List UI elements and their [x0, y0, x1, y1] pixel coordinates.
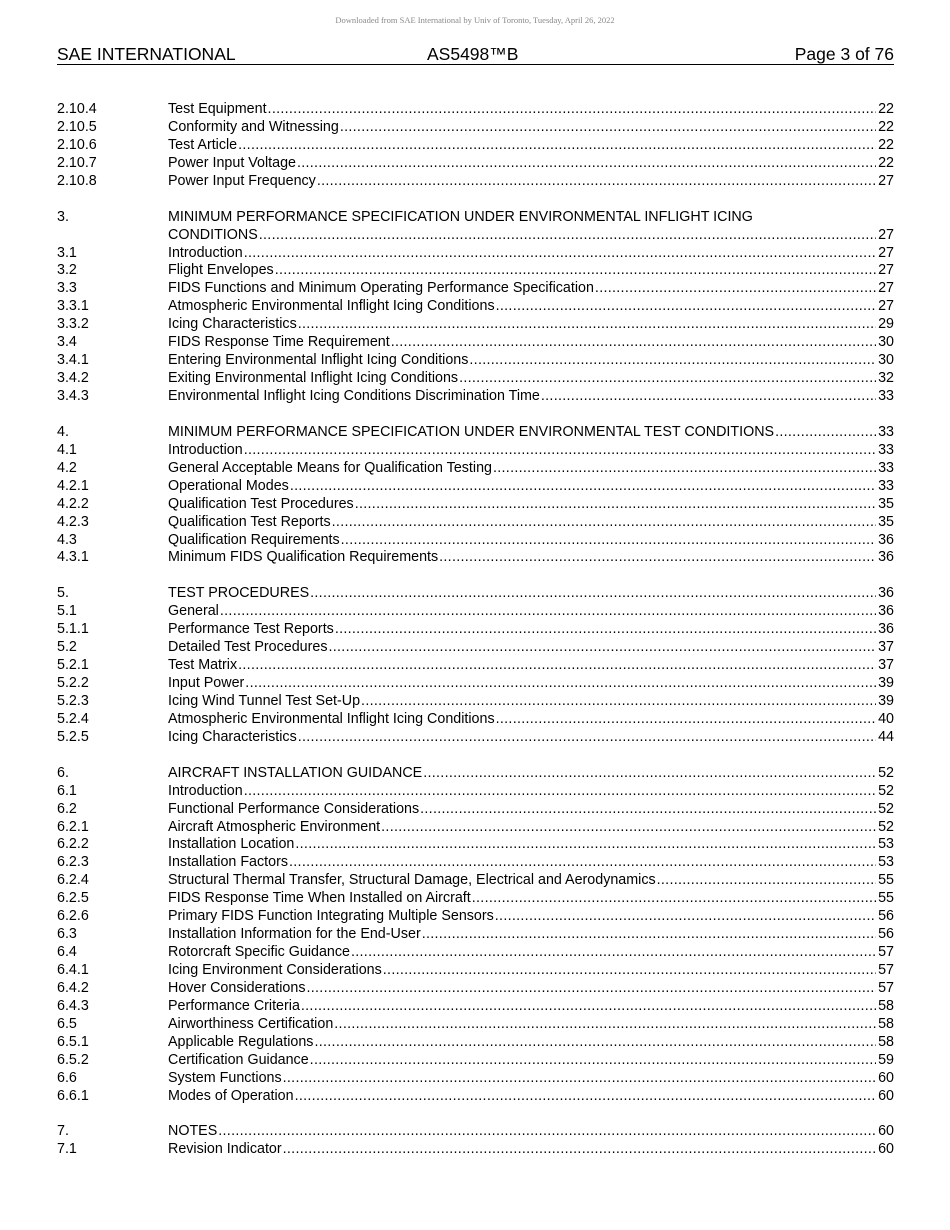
entry-number: 3.2 [57, 262, 77, 279]
toc-entry[interactable] [57, 1123, 894, 1141]
entry-number: 6.1 [57, 782, 77, 799]
toc-entry[interactable] [57, 352, 894, 370]
toc-entry[interactable] [57, 280, 894, 298]
entry-page: 35 [878, 495, 894, 512]
entry-number: 6. [57, 764, 69, 781]
entry-title: Atmospheric Environmental Inflight Icing Conditions [168, 710, 495, 727]
entry-page: 32 [878, 370, 894, 387]
toc-entry[interactable] [57, 245, 894, 263]
dot-leader [350, 944, 876, 962]
dot-leader [267, 101, 877, 119]
dot-leader [495, 298, 876, 316]
entry-page: 27 [878, 244, 894, 261]
entry-number: 5.2.5 [57, 728, 89, 745]
entry-number: 2.10.8 [57, 172, 97, 189]
toc-entry[interactable] [57, 549, 894, 567]
entry-title: Introduction [168, 244, 243, 261]
toc-entry[interactable] [57, 657, 894, 675]
table-of-contents [57, 101, 894, 1159]
entry-title: Flight Envelopes [168, 262, 274, 279]
entry-page: 56 [878, 926, 894, 943]
entry-page: 27 [878, 172, 894, 189]
dot-leader [294, 836, 876, 854]
dot-leader [243, 245, 876, 263]
entry-title: AIRCRAFT INSTALLATION GUIDANCE [168, 764, 423, 781]
entry-number: 3. [57, 208, 69, 225]
entry-number: 6.6 [57, 1069, 77, 1086]
toc-entry[interactable] [57, 262, 894, 280]
entry-number: 2.10.7 [57, 154, 97, 171]
toc-entry[interactable] [57, 872, 894, 890]
toc-entry[interactable] [57, 711, 894, 729]
toc-entry[interactable] [57, 334, 894, 352]
toc-entry[interactable] [57, 729, 894, 747]
toc-entry[interactable] [57, 783, 894, 801]
document-number: AS5498™B [427, 44, 519, 64]
entry-title: Applicable Regulations [168, 1033, 314, 1050]
entry-page: 36 [878, 531, 894, 548]
dot-leader [294, 1088, 877, 1106]
entry-page: 33 [878, 459, 894, 476]
entry-number: 6.4.3 [57, 997, 89, 1014]
entry-number: 4.2.2 [57, 495, 89, 512]
entry-page: 52 [878, 800, 894, 817]
entry-title: Rotorcraft Specific Guidance [168, 944, 350, 961]
entry-number: 3.3.1 [57, 298, 89, 315]
entry-number: 6.4.2 [57, 979, 89, 996]
toc-entry-heading-line [57, 209, 894, 227]
entry-page: 52 [878, 764, 894, 781]
dot-leader [237, 137, 876, 155]
toc-entry[interactable] [57, 1034, 894, 1052]
entry-page: 57 [878, 979, 894, 996]
toc-entry[interactable] [57, 836, 894, 854]
dot-leader [360, 693, 876, 711]
dot-leader [289, 478, 876, 496]
toc-entry[interactable] [57, 693, 894, 711]
entry-title: Structural Thermal Transfer, Structural Damage, Electrical and Aerodynamics [168, 872, 656, 889]
toc-entry[interactable] [57, 388, 894, 406]
dot-leader [419, 801, 876, 819]
entry-page: 58 [878, 997, 894, 1014]
entry-page: 39 [878, 675, 894, 691]
entry-title: Test Matrix [168, 657, 238, 674]
entry-number: 3.3 [57, 280, 77, 297]
entry-title: Icing Characteristics [168, 316, 297, 333]
entry-number: 2.10.6 [57, 136, 97, 153]
entry-number: 6.6.1 [57, 1087, 89, 1104]
dot-leader [309, 585, 876, 603]
entry-page: 60 [878, 1141, 894, 1158]
entry-number: 5.2.4 [57, 710, 89, 727]
entry-title: Airworthiness Certification [168, 1015, 334, 1032]
toc-entry[interactable] [57, 585, 894, 603]
entry-number: 5.2.1 [57, 657, 89, 674]
entry-page: 36 [878, 603, 894, 620]
entry-number: 7. [57, 1123, 69, 1140]
entry-number: 3.4.3 [57, 388, 89, 404]
entry-title: Performance Test Reports [168, 621, 334, 638]
dot-leader [282, 1070, 876, 1088]
entry-page: 60 [878, 1087, 894, 1104]
organization-name: SAE INTERNATIONAL [57, 44, 236, 64]
entry-page: 30 [878, 352, 894, 369]
toc-entry[interactable] [57, 316, 894, 334]
dot-leader [244, 675, 876, 693]
group-spacer [57, 1106, 894, 1124]
toc-entry[interactable] [57, 1141, 894, 1159]
dot-leader [495, 711, 876, 729]
dot-leader [422, 765, 876, 783]
entry-number: 3.3.2 [57, 316, 89, 333]
entry-number: 5.1 [57, 603, 77, 620]
toc-entry[interactable] [57, 155, 894, 173]
dot-leader [354, 496, 876, 514]
dot-leader [468, 352, 876, 370]
entry-page: 53 [878, 836, 894, 853]
entry-number: 6.2 [57, 800, 77, 817]
entry-page: 36 [878, 621, 894, 638]
entry-title: MINIMUM PERFORMANCE SPECIFICATION UNDER ENVIRONMENTAL TEST CONDITIONS [168, 423, 775, 440]
toc-entry[interactable] [57, 998, 894, 1016]
entry-page: 44 [878, 728, 894, 745]
toc-entry[interactable] [57, 227, 894, 245]
entry-number: 6.2.2 [57, 836, 89, 853]
entry-page: 22 [878, 118, 894, 135]
entry-page: 37 [878, 639, 894, 656]
dot-leader [492, 460, 876, 478]
entry-number: 5.2.3 [57, 692, 89, 709]
toc-entry[interactable] [57, 478, 894, 496]
dot-leader [494, 908, 876, 926]
dot-leader [656, 872, 876, 890]
toc-entry[interactable] [57, 675, 894, 693]
entry-page: 33 [878, 477, 894, 494]
dot-leader [390, 334, 876, 352]
entry-title: Qualification Requirements [168, 531, 340, 548]
entry-title: Functional Performance Considerations [168, 800, 420, 817]
toc-entry[interactable] [57, 854, 894, 872]
toc-entry[interactable] [57, 370, 894, 388]
toc-entry[interactable] [57, 801, 894, 819]
entry-number: 5. [57, 585, 69, 602]
toc-entry[interactable] [57, 962, 894, 980]
entry-number: 5.2.2 [57, 675, 89, 691]
download-watermark: Downloaded from SAE International by Univ of Toronto, Tuesday, April 26, 2022 [335, 15, 615, 25]
entry-title: TEST PROCEDURES [168, 585, 310, 602]
entry-title: System Functions [168, 1069, 282, 1086]
entry-page: 27 [878, 298, 894, 315]
entry-title: Environmental Inflight Icing Conditions Discrimination Time [168, 388, 540, 404]
dot-leader [333, 1016, 876, 1034]
dot-leader [305, 980, 876, 998]
entry-title: Revision Indicator [168, 1141, 282, 1158]
entry-page: 55 [878, 890, 894, 907]
entry-page: 53 [878, 854, 894, 871]
entry-title: General Acceptable Means for Qualification Testing [168, 459, 492, 476]
entry-page: 59 [878, 1051, 894, 1068]
entry-title: Conformity and Witnessing [168, 118, 339, 135]
dot-leader [296, 155, 876, 173]
toc-entry[interactable] [57, 621, 894, 639]
entry-title: Test Article [168, 136, 238, 153]
toc-entry[interactable] [57, 1070, 894, 1088]
entry-number-blank [57, 227, 168, 245]
dot-leader [458, 370, 876, 388]
dot-leader [594, 280, 876, 298]
dot-leader [297, 729, 876, 747]
entry-number: 6.5.1 [57, 1033, 89, 1050]
dot-leader [382, 962, 876, 980]
dot-leader [309, 1052, 876, 1070]
entry-page: 35 [878, 513, 894, 530]
entry-number: 6.4.1 [57, 962, 89, 978]
entry-number: 6.2.6 [57, 908, 89, 925]
entry-page: 29 [878, 316, 894, 333]
dot-leader [288, 854, 876, 872]
entry-number: 6.4 [57, 944, 77, 961]
entry-title: Exiting Environmental Inflight Icing Conditions [168, 370, 459, 387]
entry-page: 60 [878, 1069, 894, 1086]
entry-title: Icing Environment Considerations [168, 962, 382, 978]
entry-title: Minimum FIDS Qualification Requirements [168, 549, 439, 566]
entry-page: 37 [878, 657, 894, 674]
entry-title: Icing Wind Tunnel Test Set-Up [168, 692, 361, 709]
toc-entry[interactable] [57, 442, 894, 460]
toc-entry[interactable] [57, 101, 894, 119]
entry-page: 33 [878, 423, 894, 440]
entry-page: 56 [878, 908, 894, 925]
group-spacer [57, 567, 894, 585]
dot-leader [258, 227, 876, 245]
dot-leader [327, 639, 876, 657]
entry-page: 52 [878, 818, 894, 835]
entry-number: 3.1 [57, 244, 77, 261]
dot-leader [340, 532, 876, 550]
entry-title: Icing Characteristics [168, 728, 297, 745]
toc-entry[interactable] [57, 137, 894, 155]
entry-title: Introduction [168, 782, 243, 799]
entry-title: Qualification Test Reports [168, 513, 331, 530]
entry-number: 4.2 [57, 459, 77, 476]
dot-leader [540, 388, 876, 406]
dot-leader [331, 514, 876, 532]
toc-entry[interactable] [57, 944, 894, 962]
toc-entry[interactable] [57, 496, 894, 514]
dot-leader [774, 424, 876, 442]
dot-leader [297, 316, 876, 334]
toc-entry[interactable] [57, 980, 894, 998]
entry-title: General [168, 603, 219, 620]
dot-leader [316, 173, 876, 191]
entry-title: Installation Information for the End-User [168, 926, 421, 943]
entry-page: 22 [878, 154, 894, 171]
entry-page: 22 [878, 101, 894, 117]
dot-leader [243, 783, 876, 801]
dot-leader [471, 890, 876, 908]
entry-page: 57 [878, 944, 894, 961]
entry-title: FIDS Response Time Requirement [168, 334, 390, 351]
entry-title: Hover Considerations [168, 979, 306, 996]
entry-number: 3.4 [57, 334, 77, 351]
toc-entry[interactable] [57, 926, 894, 944]
page-header [57, 43, 894, 65]
entry-page: 22 [878, 136, 894, 153]
entry-title: FIDS Functions and Minimum Operating Performance Specification [168, 280, 594, 297]
entry-page: 33 [878, 441, 894, 458]
entry-number: 4.3 [57, 531, 77, 548]
entry-title-continued: CONDITIONS [168, 226, 258, 243]
entry-page: 33 [878, 388, 894, 404]
entry-page: 58 [878, 1033, 894, 1050]
entry-title: Aircraft Atmospheric Environment [168, 818, 381, 835]
entry-title: Installation Location [168, 836, 295, 853]
entry-title: Detailed Test Procedures [168, 639, 328, 656]
page-number: Page 3 of 76 [794, 44, 894, 64]
entry-number: 4. [57, 423, 69, 440]
entry-title: Performance Criteria [168, 997, 300, 1014]
toc-entry[interactable] [57, 765, 894, 783]
dot-leader [274, 262, 876, 280]
entry-number: 3.4.2 [57, 370, 89, 387]
toc-entry[interactable] [57, 1016, 894, 1034]
entry-title: Input Power [168, 675, 245, 691]
entry-title: Operational Modes [168, 477, 289, 494]
toc-entry[interactable] [57, 424, 894, 442]
entry-title: Certification Guidance [168, 1051, 309, 1068]
dot-leader [217, 1123, 876, 1141]
entry-title: Modes of Operation [168, 1087, 294, 1104]
entry-number: 3.4.1 [57, 352, 89, 369]
dot-leader [421, 926, 876, 944]
toc-entry[interactable] [57, 119, 894, 137]
entry-number: 5.2 [57, 639, 77, 656]
entry-title: Entering Environmental Inflight Icing Conditions [168, 352, 469, 369]
entry-number: 4.1 [57, 441, 77, 458]
dot-leader [438, 549, 876, 567]
dot-leader [300, 998, 876, 1016]
entry-page: 55 [878, 872, 894, 889]
entry-title: Primary FIDS Function Integrating Multiple Sensors [168, 908, 494, 925]
toc-entry[interactable] [57, 1052, 894, 1070]
entry-page: 58 [878, 1015, 894, 1032]
entry-number: 6.3 [57, 926, 77, 943]
entry-title: Power Input Voltage [168, 154, 296, 171]
entry-number: 6.2.4 [57, 872, 89, 889]
dot-leader [243, 442, 876, 460]
entry-page: 52 [878, 782, 894, 799]
toc-entry[interactable] [57, 603, 894, 621]
entry-number: 4.3.1 [57, 549, 89, 566]
toc-entry[interactable] [57, 639, 894, 657]
entry-page: 30 [878, 334, 894, 351]
dot-leader [339, 119, 876, 137]
entry-number: 6.2.5 [57, 890, 89, 907]
entry-page: 36 [878, 549, 894, 566]
entry-number: 6.5.2 [57, 1051, 89, 1068]
dot-leader [313, 1034, 876, 1052]
entry-number: 6.5 [57, 1015, 77, 1032]
entry-title: Atmospheric Environmental Inflight Icing Conditions [168, 298, 495, 315]
dot-leader [380, 819, 876, 837]
dot-leader [334, 621, 876, 639]
entry-page: 60 [878, 1123, 894, 1140]
entry-title: Qualification Test Procedures [168, 495, 354, 512]
toc-entry[interactable] [57, 460, 894, 478]
entry-title: Test Equipment [168, 101, 267, 117]
entry-number: 6.2.3 [57, 854, 89, 871]
entry-page: 27 [878, 262, 894, 279]
toc-entry[interactable] [57, 514, 894, 532]
entry-number: 2.10.5 [57, 118, 97, 135]
entry-number: 4.2.3 [57, 513, 89, 530]
entry-title: Power Input Frequency [168, 172, 316, 189]
entry-number: 5.1.1 [57, 621, 89, 638]
toc-entry[interactable] [57, 1088, 894, 1106]
group-spacer [57, 747, 894, 765]
entry-title: Introduction [168, 441, 243, 458]
entry-page: 27 [878, 280, 894, 297]
toc-entry[interactable] [57, 890, 894, 908]
toc-entry[interactable] [57, 298, 894, 316]
entry-title: MINIMUM PERFORMANCE SPECIFICATION UNDER ENVIRONMENTAL INFLIGHT ICING [168, 208, 753, 225]
entry-page: 27 [878, 226, 894, 243]
entry-page: 39 [878, 692, 894, 709]
toc-entry[interactable] [57, 908, 894, 926]
entry-title: Installation Factors [168, 854, 288, 871]
toc-entry[interactable] [57, 532, 894, 550]
toc-entry[interactable] [57, 173, 894, 191]
dot-leader [237, 657, 876, 675]
entry-page: 57 [878, 962, 894, 978]
entry-number: 2.10.4 [57, 101, 97, 117]
dot-leader [282, 1141, 876, 1159]
entry-number: 6.2.1 [57, 818, 89, 835]
entry-title: NOTES [168, 1123, 218, 1140]
entry-page: 36 [878, 585, 894, 602]
entry-title: FIDS Response Time When Installed on Aircraft [168, 890, 471, 907]
entry-page: 40 [878, 710, 894, 727]
toc-entry[interactable] [57, 819, 894, 837]
group-spacer [57, 406, 894, 424]
entry-number: 4.2.1 [57, 477, 89, 494]
group-spacer [57, 191, 894, 209]
entry-number: 7.1 [57, 1141, 77, 1158]
dot-leader [219, 603, 876, 621]
